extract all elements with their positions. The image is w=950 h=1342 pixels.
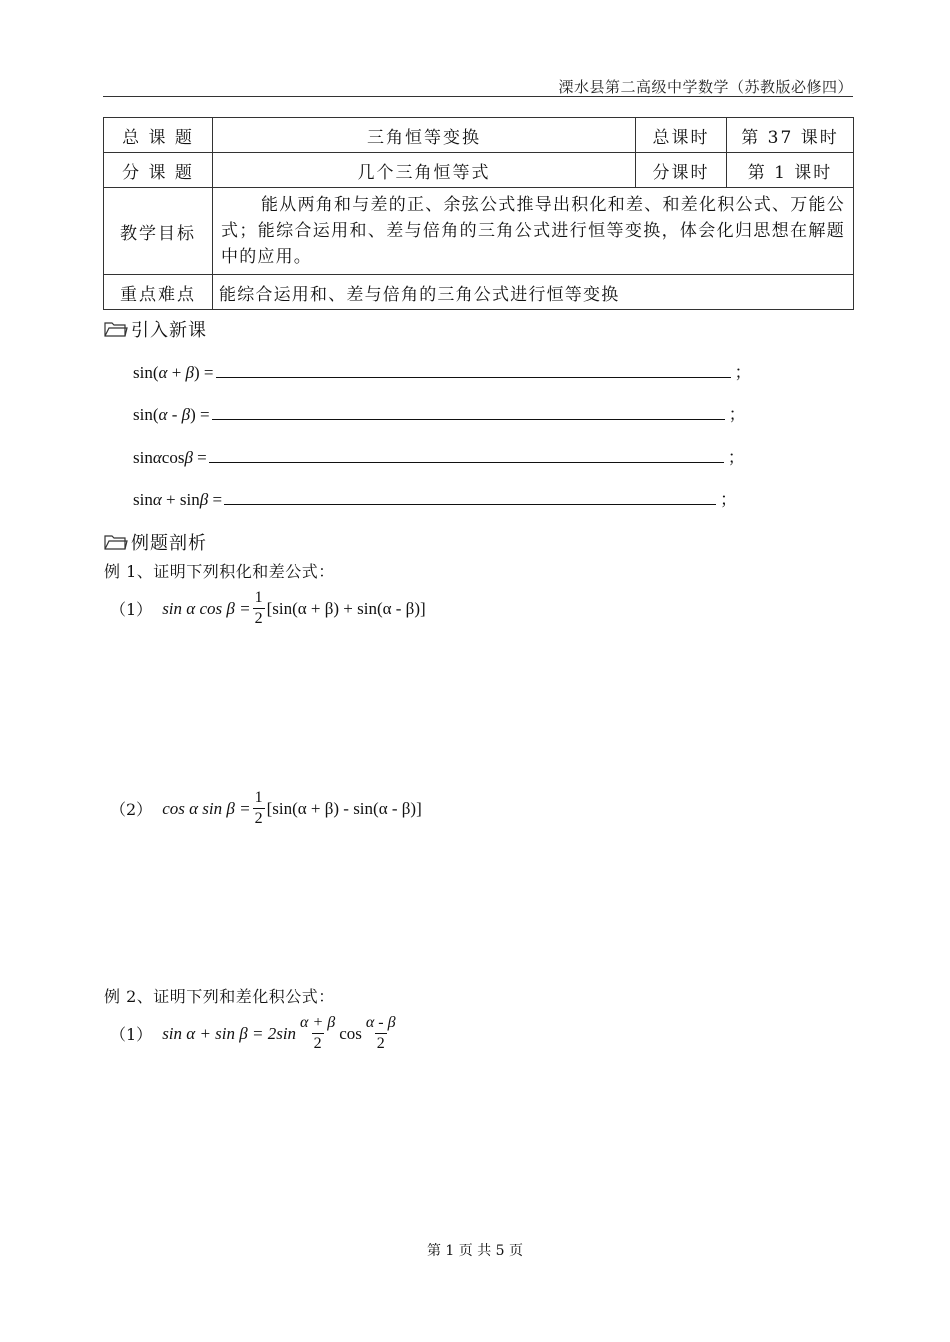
section-intro-heading: 引入新课 bbox=[104, 316, 207, 342]
blank-line: sin α + sin β = ； bbox=[133, 490, 738, 509]
key-points-value: 能综合运用和、差与倍角的三角公式进行恒等变换 bbox=[213, 275, 854, 310]
section-examples-heading: 例题剖析 bbox=[104, 529, 207, 555]
teaching-goal-label: 教学目标 bbox=[104, 188, 213, 275]
example-1-item-2: （2） cos α sin β = $\frac{1}{2}$ [sin(α + β) - sin(α - β)] bbox=[110, 789, 422, 827]
total-hours-label: 总课时 bbox=[636, 118, 727, 153]
total-hours-value: 第 37 课时 bbox=[727, 118, 854, 153]
document-header: 溧水县第二高级中学数学（苏教版必修四） bbox=[558, 78, 853, 96]
fraction: $\frac{1}{2}$ bbox=[254, 789, 263, 827]
example-2-item-1: （1） sin α + sin β = 2sin $\frac{\alpha + \beta}{2}$ cos $\frac{\alpha - \beta}{2}$ bbox=[110, 1014, 396, 1052]
example-1-title: 例 1、证明下列积化和差公式： bbox=[104, 562, 335, 581]
page-number: 第 1 页 共 5 页 bbox=[426, 1243, 524, 1259]
sub-topic-label: 分 课 题 bbox=[104, 153, 213, 188]
blank-line: sin( α + β ) = ； bbox=[133, 363, 752, 382]
table-row bbox=[104, 118, 854, 153]
blank-line: sin α cos β = ； bbox=[133, 448, 745, 467]
fraction: $\frac{1}{2}$ bbox=[254, 589, 263, 627]
sub-topic-value: 几个三角恒等式 bbox=[213, 153, 636, 188]
total-topic-value: 三角恒等变换 bbox=[213, 118, 636, 153]
example-2-title: 例 2、证明下列和差化积公式： bbox=[104, 987, 335, 1006]
total-topic-label: 总 课 题 bbox=[104, 118, 213, 153]
answer-blank[interactable] bbox=[212, 405, 725, 420]
teaching-goal-value: 能从两角和与差的正、余弦公式推导出积化和差、和差化积公式、万能公式；能综合运用和、差与倍角的三角公式进行恒等变换，体会化归思想在解题中的应用。 bbox=[213, 188, 854, 275]
fraction: $\frac{\alpha + \beta}{2}$ bbox=[300, 1014, 336, 1052]
example-1-item-1: （1） sin α cos β = $\frac{1}{2}$ [sin(α + β) + sin(α - β)] bbox=[110, 589, 426, 627]
table-row bbox=[104, 275, 854, 310]
fraction: $\frac{\alpha - \beta}{2}$ bbox=[365, 1014, 396, 1052]
blank-line: sin( α - β ) = ； bbox=[133, 405, 746, 424]
key-points-label: 重点难点 bbox=[104, 275, 213, 310]
sub-hours-value: 第 1 课时 bbox=[727, 153, 854, 188]
answer-blank[interactable] bbox=[224, 490, 716, 505]
table-row bbox=[104, 153, 854, 188]
header-rule bbox=[103, 96, 853, 97]
folder-icon bbox=[104, 320, 128, 338]
sub-hours-label: 分课时 bbox=[636, 153, 727, 188]
answer-blank[interactable] bbox=[209, 448, 724, 463]
answer-blank[interactable] bbox=[216, 363, 731, 378]
table-row bbox=[104, 188, 854, 275]
folder-icon bbox=[104, 533, 128, 551]
lesson-info-table bbox=[103, 117, 854, 310]
